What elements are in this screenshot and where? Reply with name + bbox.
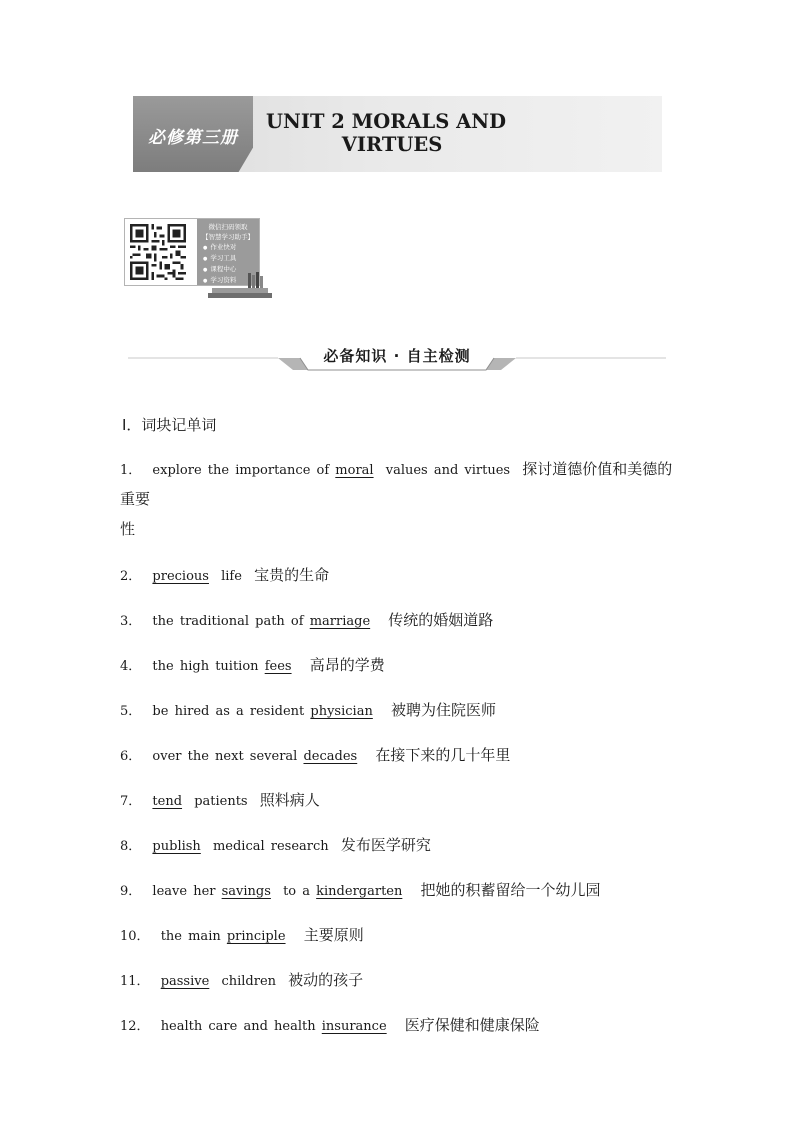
item-translation: 主要原则 [303,926,364,944]
section-header [128,336,666,376]
list-item [120,651,680,681]
item-translation: 发布医学研究 [340,836,431,854]
item-number: 11． [120,974,150,989]
item-suffix: values and virtues [385,463,511,478]
item-number: 9． [120,884,142,899]
item-suffix: children [221,974,277,989]
item-translation: 医疗保健和健康保险 [404,1016,540,1034]
qr-feature-item: ● 学习工具 [203,253,259,264]
item-prefix: the high tuition [152,659,259,674]
book-tab-label: 必修第三册 [148,128,238,148]
item-translation: 传统的婚姻道路 [388,611,494,629]
item-number: 3． [120,614,142,629]
item-prefix: health care and health [160,1019,316,1034]
qr-heading-2: 【智慧学习助手】 [202,233,254,241]
unit-title-line2: VIRTUES [341,133,443,156]
item-prefix: explore the importance of [152,463,330,478]
qr-code-icon[interactable] [130,224,186,280]
item-number: 1． [120,463,142,478]
item-answer: fees [264,659,292,674]
item-number: 2． [120,569,142,584]
item-prefix: be hired as a resident [152,704,305,719]
list-item [120,455,680,545]
list-item [120,696,680,726]
list-item [120,741,680,771]
item-answer: physician [310,704,373,719]
list-item [120,876,680,906]
item-prefix: over the next several [152,749,298,764]
item-translation: 被动的孩子 [288,971,364,989]
item-number: 8． [120,839,142,854]
item-prefix: the main [160,929,221,944]
item-answer: insurance [321,1019,387,1034]
item-number: 12． [120,1019,150,1034]
item-translation: 探讨道德价值和美德的重要 [120,460,673,508]
qr-heading-1: 微信扫码领取 [208,223,248,231]
item-number: 6． [120,749,142,764]
item-translation: 在接下来的几十年里 [375,746,511,764]
qr-feature-item: ● 学习资料 [203,275,259,286]
item-prefix: leave her [152,884,216,899]
list-item [120,786,680,816]
part-heading: Ⅰ．词块记单词 [122,416,217,434]
list-item [120,606,680,636]
unit-title [261,110,511,156]
item-prefix: the traditional path of [152,614,304,629]
list-item [120,1011,680,1041]
item-answer: savings [221,884,271,899]
item-translation: 把她的积蓄留给一个幼儿园 [420,881,601,899]
item-translation: 宝贵的生命 [254,566,330,584]
item-answer-2: kindergarten [316,884,403,899]
item-answer: tend [152,794,183,809]
unit-title-line1: UNIT 2 MORALS AND [266,110,506,133]
item-translation: 被聘为住院医师 [390,701,496,719]
item-answer: precious [152,569,209,584]
item-translation: 照料病人 [259,791,320,809]
list-item [120,966,680,996]
item-number: 5． [120,704,142,719]
item-suffix: life [221,569,242,584]
item-number: 7． [120,794,142,809]
books-icon [206,271,274,301]
item-number: 4． [120,659,142,674]
unit-banner [133,96,662,172]
vocab-list [120,455,680,1041]
item-middle: to a [283,884,310,899]
list-item [120,921,680,951]
item-answer: publish [152,839,201,854]
item-answer: marriage [309,614,371,629]
item-number: 10． [120,929,150,944]
item-suffix: medical research [212,839,329,854]
item-answer: moral [335,463,374,478]
item-answer: principle [226,929,286,944]
item-translation: 高昂的学费 [309,656,385,674]
list-item [120,561,680,591]
section-title: 必备知识 · 自主检测 [323,347,471,365]
item-suffix: patients [194,794,248,809]
item-translation-cont: 性 [120,520,136,538]
list-item [120,831,680,861]
qr-feature-item: ● 作业快对 [203,242,259,253]
item-answer: passive [160,974,210,989]
qr-feature-item: ● 课程中心 [203,264,259,275]
item-answer: decades [303,749,358,764]
